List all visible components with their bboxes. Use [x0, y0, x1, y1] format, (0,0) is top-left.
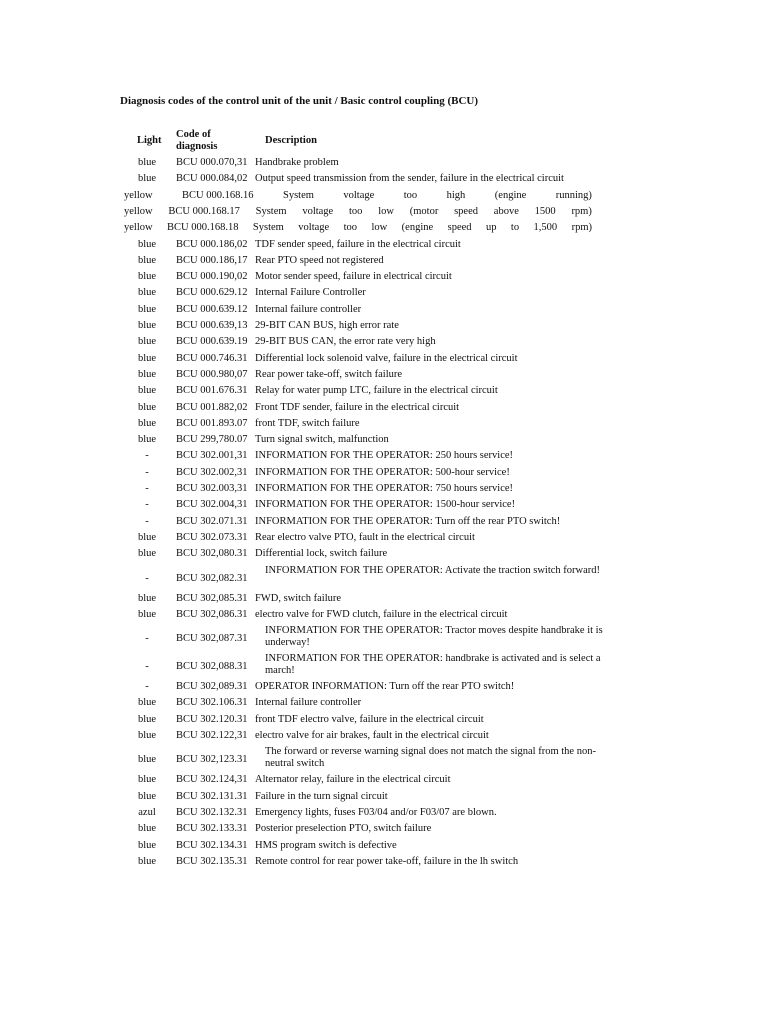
row-light: blue [137, 608, 157, 620]
row-code: BCU 302.003,31 [176, 483, 248, 494]
table-row [124, 190, 592, 202]
row-code: BCU 000.980,07 [176, 368, 248, 380]
column-header-description: Description [265, 135, 317, 146]
row-description: INFORMATION FOR THE OPERATOR: handbrake is activated and is select a march! [265, 653, 601, 677]
row-description: INFORMATION FOR THE OPERATOR: Turn off the rear PTO switch! [255, 515, 561, 527]
row-description-word: too [349, 205, 363, 217]
row-description: Posterior preselection PTO, switch failure [255, 823, 432, 835]
row-code: BCU 000.639.19 [176, 336, 248, 348]
row-description: Emergency lights, fuses F03/04 and/or F03/07 are blown. [255, 806, 497, 818]
row-code: BCU 302.132.31 [176, 806, 248, 818]
row-description-word: rpm) [571, 205, 592, 217]
row-light: blue [137, 592, 157, 604]
row-code: BCU 302,082.31 [176, 572, 248, 584]
row-light: blue [137, 401, 157, 413]
row-description: electro valve for air brakes, fault in the electrical circuit [255, 730, 489, 741]
row-code: BCU 302.073.31 [176, 531, 248, 543]
row-light: blue [137, 157, 157, 168]
row-light: blue [137, 173, 157, 185]
row-description: INFORMATION FOR THE OPERATOR: Activate the traction switch forward! [265, 564, 600, 576]
row-description: INFORMATION FOR THE OPERATOR: 500-hour service! [255, 466, 510, 478]
row-code: BCU 302.106.31 [176, 697, 248, 709]
row-code: BCU 000.186,17 [176, 254, 248, 266]
row-description-word: (engine [494, 189, 527, 201]
table-row [124, 222, 592, 234]
row-code: BCU 302.122,31 [176, 730, 248, 741]
row-code: BCU 299,780.07 [176, 434, 248, 446]
row-light: blue [137, 352, 157, 364]
row-description-word: too [343, 222, 358, 234]
row-code: BCU 302.133.31 [176, 823, 248, 835]
row-light: - [145, 661, 149, 673]
row-code: BCU 302,087.31 [176, 633, 248, 645]
row-code: BCU 001.676.31 [176, 385, 248, 397]
row-light: blue [137, 754, 157, 766]
row-light: blue [137, 730, 157, 741]
row-description-word: 1,500 [533, 222, 558, 234]
row-description-word: voltage [343, 189, 375, 201]
row-code: BCU 001.882,02 [176, 401, 248, 413]
row-description: HMS program switch is defective [255, 839, 397, 851]
row-code: BCU 001.893.07 [176, 417, 248, 429]
row-description: The forward or reverse warning signal does not match the signal from the non-neutral switch [265, 746, 596, 770]
row-light: blue [137, 368, 157, 380]
row-description: Internal failure controller [255, 303, 362, 315]
row-light: blue [137, 697, 157, 709]
row-description: front TDF, switch failure [255, 417, 360, 429]
row-description: front TDF electro valve, failure in the electrical circuit [255, 713, 484, 725]
row-code: BCU 302.071.31 [176, 515, 248, 527]
row-description: TDF sender speed, failure in the electrical circuit [255, 238, 461, 250]
row-code: BCU 302.134.31 [176, 839, 248, 851]
row-code: BCU 302.120.31 [176, 713, 248, 725]
row-code: BCU 302,088.31 [176, 661, 248, 673]
row-description: 29-BIT BUS CAN, the error rate very high [255, 336, 436, 348]
row-light: blue [137, 790, 157, 802]
row-light: - [145, 483, 149, 494]
row-description: OPERATOR INFORMATION: Turn off the rear PTO switch! [255, 681, 515, 693]
row-code: BCU 302,089.31 [176, 681, 248, 693]
row-code: BCU 000.629.12 [176, 287, 248, 299]
row-description: INFORMATION FOR THE OPERATOR: 250 hours service! [255, 450, 514, 462]
row-light: blue [137, 254, 157, 266]
row-light: - [145, 450, 149, 462]
row-code: BCU 302.001,31 [176, 450, 248, 462]
row-light: - [145, 633, 149, 645]
row-light: blue [137, 320, 157, 331]
row-description-word: high [446, 189, 466, 201]
column-header-light: Light [137, 135, 162, 146]
row-description: Alternator relay, failure in the electrical circuit [255, 774, 451, 786]
row-light: blue [137, 238, 157, 250]
row-code: BCU 000.639,13 [176, 320, 248, 331]
row-code: BCU 000.186,02 [176, 238, 248, 250]
row-code: BCU 000.070,31 [176, 157, 248, 168]
row-description-word: too [403, 189, 418, 201]
row-code: BCU 000.639.12 [176, 303, 248, 315]
row-description-word: (motor [409, 205, 439, 217]
row-description-word: voltage [302, 205, 334, 217]
row-description: Turn signal switch, malfunction [255, 434, 389, 446]
row-code: BCU 302.004,31 [176, 499, 248, 511]
row-description-word: up [485, 222, 497, 234]
column-header-code [176, 129, 217, 153]
row-description: Rear PTO speed not registered [255, 254, 384, 266]
row-description: electro valve for FWD clutch, failure in the electrical circuit [255, 608, 508, 620]
row-light: - [145, 681, 149, 693]
row-description: INFORMATION FOR THE OPERATOR: 1500-hour service! [255, 499, 516, 511]
row-description-word: 1500 [534, 205, 556, 217]
row-light: blue [137, 303, 157, 315]
row-light: blue [137, 855, 157, 867]
row-description: 29-BIT CAN BUS, high error rate [255, 320, 399, 331]
row-description: Differential lock solenoid valve, failure in the electrical circuit [255, 352, 518, 364]
column-header-code-line1: Code of [176, 129, 211, 140]
row-light: blue [137, 548, 157, 560]
row-description: Relay for water pump LTC, failure in the electrical circuit [255, 385, 498, 397]
row-code: BCU 000.168.18 [167, 222, 239, 234]
row-light: blue [137, 336, 157, 348]
row-code: BCU 000.168.17 [168, 205, 240, 217]
row-description-word: above [493, 205, 519, 217]
row-description: INFORMATION FOR THE OPERATOR: Tractor moves despite handbrake it is underway! [265, 625, 603, 649]
row-description-word: rpm) [571, 222, 592, 234]
row-description-word: to [510, 222, 520, 234]
row-description: Remote control for rear power take-off, failure in the lh switch [255, 855, 519, 867]
row-light: blue [137, 385, 157, 397]
column-header-code-line2: diagnosis [176, 141, 218, 152]
row-description-word: speed [447, 222, 472, 234]
row-code: BCU 000.168.16 [182, 189, 254, 201]
row-light: yellow [124, 205, 153, 217]
row-light: azul [138, 806, 156, 818]
row-description-word: speed [454, 205, 479, 217]
row-description: FWD, switch failure [255, 592, 342, 604]
row-description-word: low [371, 222, 388, 234]
row-light: - [145, 515, 149, 527]
row-light: blue [137, 271, 157, 283]
row-code: BCU 302,085.31 [176, 592, 248, 604]
row-light: blue [137, 434, 157, 446]
row-description: Failure in the turn signal circuit [255, 790, 388, 802]
row-code: BCU 302.135.31 [176, 855, 248, 867]
row-light: yellow [124, 222, 153, 234]
row-description: Motor sender speed, failure in electrical circuit [255, 271, 452, 283]
row-code: BCU 302.002,31 [176, 466, 248, 478]
row-light: blue [137, 531, 157, 543]
table-row [124, 206, 592, 218]
row-description: Internal Failure Controller [255, 287, 366, 299]
row-description-word: System [255, 205, 287, 217]
row-description-word: low [378, 205, 394, 217]
row-light: blue [137, 417, 157, 429]
row-light: yellow [124, 189, 153, 201]
row-description: Differential lock, switch failure [255, 548, 388, 560]
row-code: BCU 302,086.31 [176, 608, 248, 620]
row-description: Internal failure controller [255, 697, 362, 709]
row-description: Rear power take-off, switch failure [255, 368, 403, 380]
row-code: BCU 000.084,02 [176, 173, 248, 185]
row-description: Rear electro valve PTO, fault in the electrical circuit [255, 531, 475, 543]
row-description: Handbrake problem [255, 157, 339, 168]
row-light: - [145, 572, 149, 584]
document-title: Diagnosis codes of the control unit of the unit / Basic control coupling (BCU) [120, 95, 479, 107]
row-description: Front TDF sender, failure in the electrical circuit [255, 401, 460, 413]
row-code: BCU 302,123.31 [176, 754, 248, 766]
row-code: BCU 302.124,31 [176, 774, 248, 786]
row-code: BCU 302.131.31 [176, 790, 248, 802]
row-description-word: voltage [298, 222, 330, 234]
row-code: BCU 000.746.31 [176, 352, 248, 364]
row-light: blue [137, 774, 157, 786]
row-description: Output speed transmission from the sender, failure in the electrical circuit [255, 173, 564, 185]
row-light: - [145, 499, 149, 511]
row-light: blue [137, 823, 157, 835]
row-light: - [145, 466, 149, 478]
row-code: BCU 302,080.31 [176, 548, 248, 560]
row-description: INFORMATION FOR THE OPERATOR: 750 hours service! [255, 483, 514, 494]
row-light: blue [137, 713, 157, 725]
row-light: blue [137, 839, 157, 851]
row-light: blue [137, 287, 157, 299]
row-description-word: (engine [401, 222, 434, 234]
row-description-word: System [252, 222, 284, 234]
row-description-word: running) [555, 189, 592, 201]
row-code: BCU 000.190,02 [176, 271, 248, 283]
row-description-word: System [282, 189, 314, 201]
